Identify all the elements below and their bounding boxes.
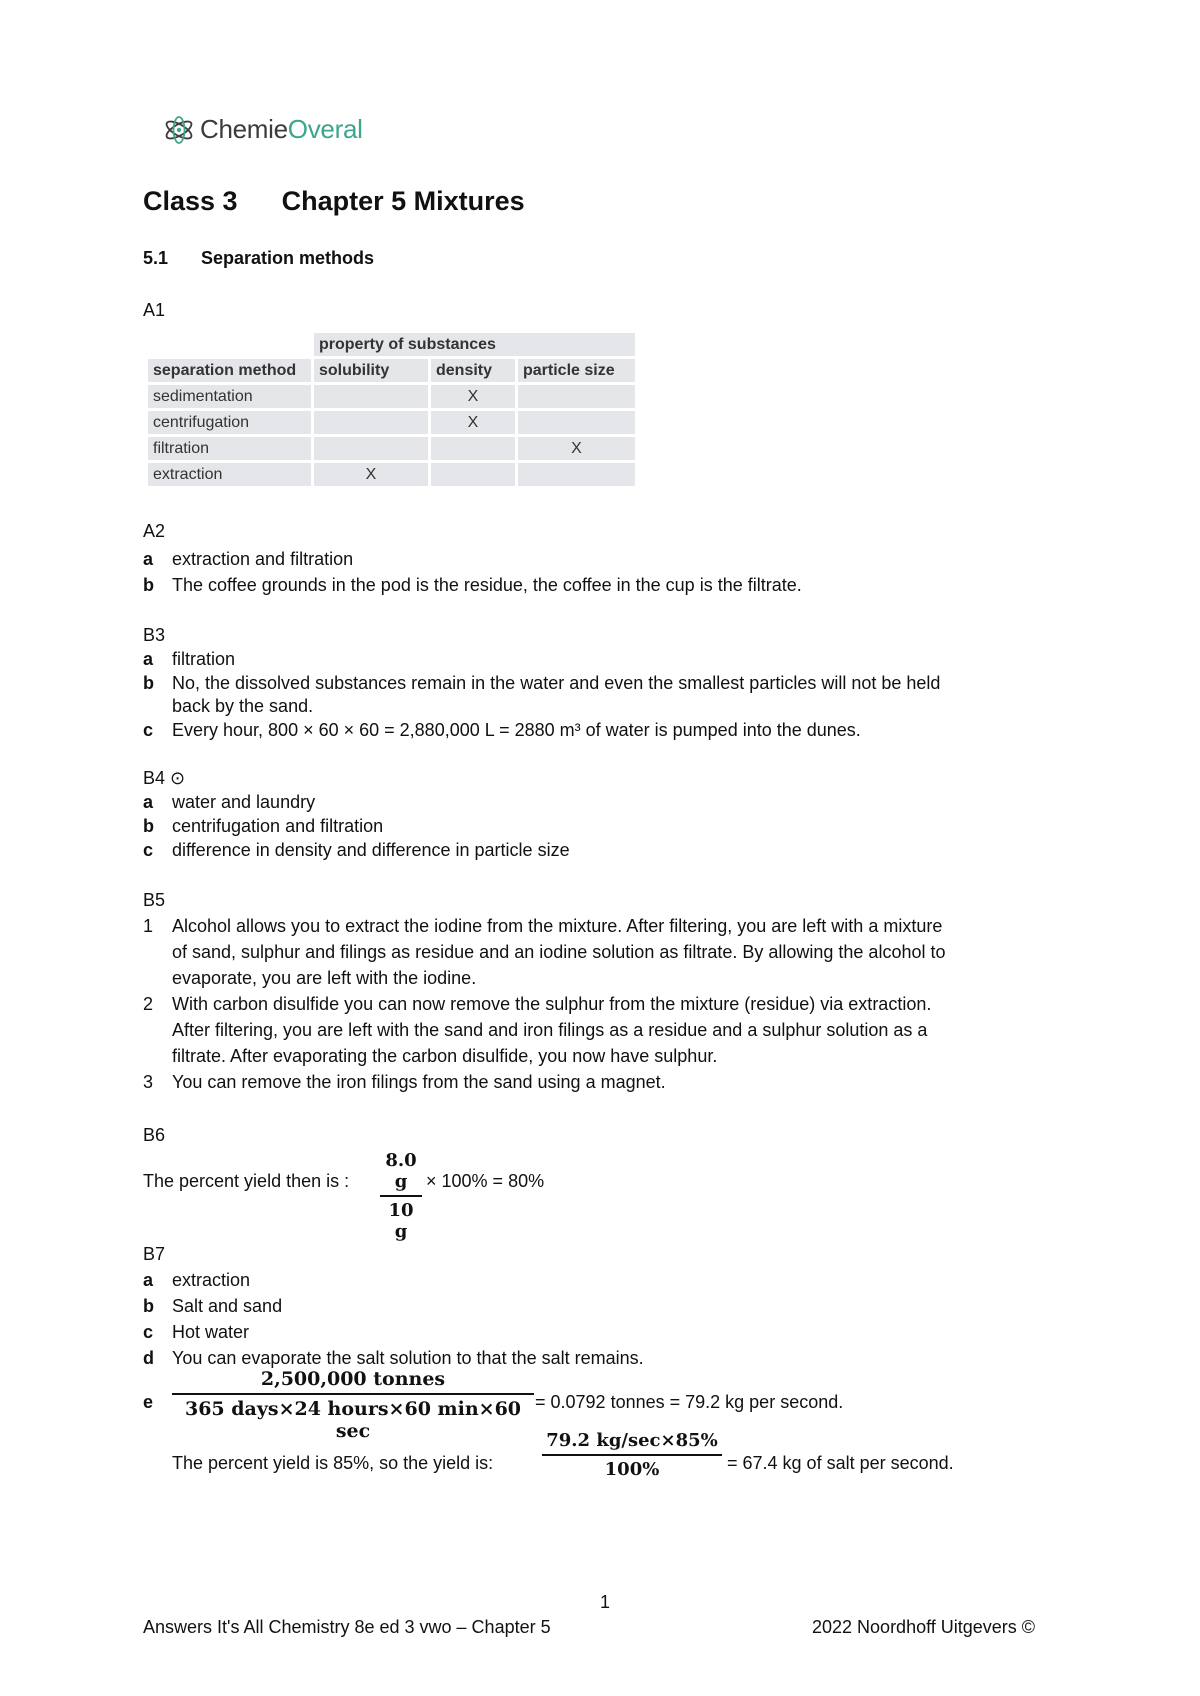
item-marker: b — [143, 575, 154, 595]
answer-text: You can evaporate the salt solution to that the salt remains. — [172, 1348, 644, 1368]
question-label-b3: B3 — [143, 625, 166, 645]
answer-text: = 67.4 kg of salt per second. — [727, 1453, 954, 1473]
item-marker: b — [143, 1296, 154, 1316]
item-marker: b — [143, 673, 154, 693]
answer-text: filtration — [172, 649, 236, 669]
answer-text: No, the dissolved substances remain in the water and even the smallest particles will not be held — [172, 673, 941, 693]
fraction-numerator: 8.0 g — [385, 1150, 417, 1192]
answer-text: difference in density and difference in particle size — [172, 840, 570, 860]
table-cell — [314, 385, 428, 408]
answer-text: Salt and sand — [172, 1296, 283, 1316]
class-label: Class 3 — [143, 186, 238, 216]
section-name: Separation methods — [201, 248, 375, 268]
table-cell — [314, 437, 428, 460]
table-cell: X — [518, 437, 635, 460]
table-cell — [518, 385, 635, 408]
table-row — [148, 333, 635, 356]
table-row — [148, 437, 635, 460]
table-cell: extraction — [148, 463, 311, 486]
table-cell: centrifugation — [148, 411, 311, 434]
table-cell — [518, 463, 635, 486]
answer-text: of sand, sulphur and filings as residue and an iodine solution as filtrate. By allowing the alcohol to — [172, 942, 946, 962]
question-label-b4: B4 ⊙ — [143, 768, 186, 788]
item-marker: d — [143, 1348, 154, 1368]
fraction-denominator: 365 days×24 hours×60 min×60 sec — [184, 1397, 522, 1442]
item-marker: e — [143, 1392, 154, 1412]
footer-copyright: 2022 Noordhoff Uitgevers © — [812, 1617, 1036, 1637]
item-marker: a — [143, 792, 154, 812]
item-marker: c — [143, 1322, 154, 1342]
column-header: separation method — [148, 359, 311, 382]
answer-text: extraction and filtration — [172, 549, 354, 569]
footer-left-text: Answers It's All Chemistry 8e ed 3 vwo – Chapter 5 — [143, 1617, 551, 1637]
answer-text: You can remove the iron filings from the sand using a magnet. — [172, 1072, 666, 1092]
table-row — [148, 463, 635, 486]
answer-text: extraction — [172, 1270, 251, 1290]
logo-word-chemie: Chemie — [200, 114, 288, 144]
item-marker: a — [143, 649, 154, 669]
table-row — [148, 411, 635, 434]
column-header: particle size — [518, 359, 635, 382]
fraction-numerator: 2,500,000 tonnes — [260, 1368, 446, 1390]
answer-text: centrifugation and filtration — [172, 816, 384, 836]
item-marker: c — [143, 720, 154, 740]
chemie-overal-logo — [162, 114, 363, 145]
column-header: density — [431, 359, 515, 382]
answer-text: The percent yield is 85%, so the yield is: — [172, 1453, 494, 1473]
step-number: 1 — [143, 916, 154, 936]
fraction-8-over-10 — [380, 1150, 422, 1242]
fraction-numerator: 79.2 kg/sec×85% — [546, 1430, 718, 1451]
fraction-denominator: 10 g — [388, 1199, 414, 1242]
table-cell — [431, 437, 515, 460]
table-cell: X — [431, 385, 515, 408]
step-number: 2 — [143, 994, 154, 1014]
table-header-row — [148, 359, 635, 382]
answer-text: Alcohol allows you to extract the iodine from the mixture. After filtering, you are left with a mixture — [172, 916, 943, 936]
section-number: 5.1 — [143, 248, 169, 268]
answer-text: Every hour, 800 × 60 × 60 = 2,880,000 L = 2880 m³ of water is pumped into the dunes. — [172, 720, 861, 740]
answer-text: evaporate, you are left with the iodine. — [172, 968, 477, 988]
question-label-b6: B6 — [143, 1125, 166, 1145]
table-cell: X — [314, 463, 428, 486]
question-label-a2: A2 — [143, 521, 166, 541]
answer-text: filtrate. After evaporating the carbon disulfide, you now have sulphur. — [172, 1046, 718, 1066]
item-marker: b — [143, 816, 154, 836]
column-header: solubility — [314, 359, 428, 382]
table-cell — [518, 411, 635, 434]
table-cell: X — [431, 411, 515, 434]
logo-word-overal: Overal — [287, 114, 363, 144]
item-marker: a — [143, 549, 154, 569]
item-marker: a — [143, 1270, 154, 1290]
answer-text: The coffee grounds in the pod is the residue, the coffee in the cup is the filtrate. — [172, 575, 802, 595]
fraction-tonnes-per-second — [172, 1368, 534, 1442]
page-number: 1 — [600, 1592, 611, 1612]
section-heading — [143, 248, 374, 269]
table-cell — [431, 463, 515, 486]
chapter-title: Chapter 5 Mixtures — [281, 186, 525, 216]
answer-text: × 100% = 80% — [426, 1171, 545, 1191]
page-title — [143, 186, 525, 217]
question-label-a1: A1 — [143, 300, 166, 320]
answer-text: After filtering, you are left with the sand and iron filings as a residue and a sulphur solution as a — [172, 1020, 928, 1040]
item-marker: c — [143, 840, 154, 860]
answer-text: water and laundry — [172, 792, 316, 812]
question-label-b5: B5 — [143, 890, 166, 910]
table-cell: sedimentation — [148, 385, 311, 408]
separation-methods-table — [145, 330, 638, 489]
fraction-percent-yield — [542, 1430, 722, 1480]
answer-text: back by the sand. — [172, 696, 314, 716]
table-row — [148, 385, 635, 408]
table-cell: filtration — [148, 437, 311, 460]
answer-text: = 0.0792 tonnes = 79.2 kg per second. — [535, 1392, 844, 1412]
step-number: 3 — [143, 1072, 154, 1092]
table-super-header: property of substances — [314, 333, 635, 356]
question-label-b7: B7 — [143, 1244, 166, 1264]
atom-icon — [162, 115, 196, 145]
table-cell — [314, 411, 428, 434]
answer-text: The percent yield then is : — [143, 1171, 350, 1191]
answer-text: Hot water — [172, 1322, 250, 1342]
answer-text: With carbon disulfide you can now remove the sulphur from the mixture (residue) via extraction. — [172, 994, 932, 1014]
fraction-denominator: 100% — [604, 1458, 660, 1480]
